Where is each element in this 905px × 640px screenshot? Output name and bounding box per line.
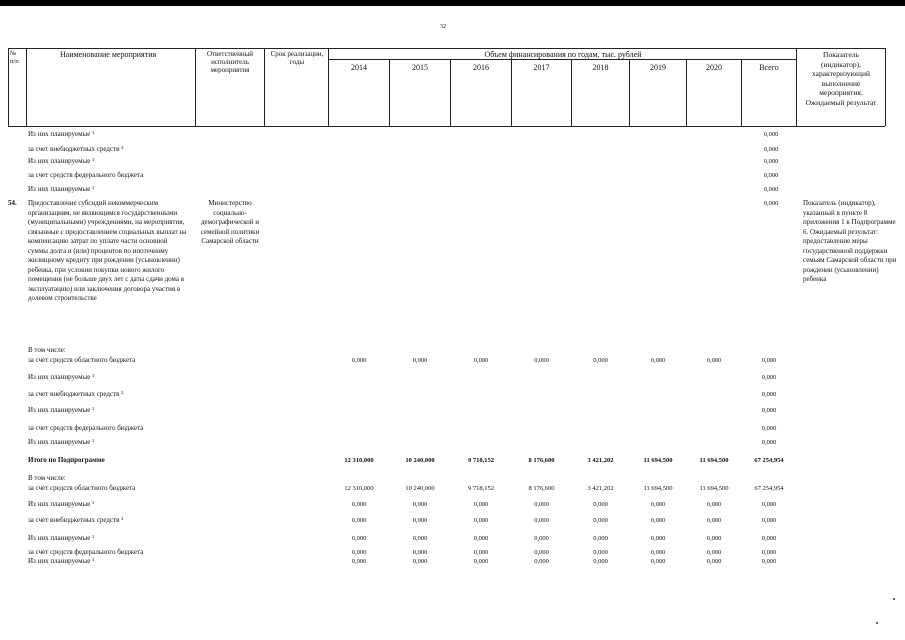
row-total: 0,000 <box>763 158 779 165</box>
row-label: за счет внебюджетных средств ² <box>28 516 124 524</box>
cell-value: 0,000 <box>534 517 549 524</box>
cell-value: 0,000 <box>593 558 608 565</box>
cell-value: 0,000 <box>761 535 777 542</box>
cell-value: 0,000 <box>761 439 777 446</box>
cell-value: 67 254,954 <box>754 485 784 492</box>
cell-value: 0,000 <box>706 501 722 508</box>
total-value: 12 310,000 <box>344 457 374 464</box>
col-border <box>8 48 9 126</box>
row-label: Из них планируемые ¹ <box>28 185 95 193</box>
cell-value: 0,000 <box>351 558 367 565</box>
total-value: 9 718,152 <box>468 457 494 464</box>
year-header: 2017 <box>533 63 550 72</box>
col-border <box>195 48 196 126</box>
year-header: 2020 <box>706 63 722 72</box>
row-label: за счет внебюджетных средств ² <box>28 390 124 398</box>
col-border <box>328 48 329 126</box>
cell-value: 11 694,500 <box>643 485 673 492</box>
year-header: Всего <box>759 63 779 72</box>
cell-value: 0,000 <box>473 517 489 524</box>
cell-value: 0,000 <box>534 535 549 542</box>
cell-value: 0,000 <box>412 357 428 364</box>
cell-value: 0,000 <box>412 535 428 542</box>
page-number: 32 <box>440 24 446 30</box>
col-border <box>885 48 886 126</box>
cell-value: 10 240,000 <box>405 485 435 492</box>
cell-value: 0,000 <box>650 501 666 508</box>
cell-value: 0,000 <box>761 517 777 524</box>
cell-value: 0,000 <box>534 357 549 364</box>
col-border <box>26 48 27 126</box>
row-label: Из них планируемые ¹ <box>28 406 95 414</box>
total-value: 10 240,000 <box>405 457 435 464</box>
row-label: Из них планируемые ¹ <box>28 534 95 542</box>
item-number: 54. <box>8 199 17 207</box>
item-indicator: Показатель (индикатор), указанный в пункте 8 приложения 1 к Подпрограмме 6. Ожидаемый результат: предоставление меры государственной поддержки семьям Самарской области при рождении (усыновлении) ребенка <box>803 199 897 283</box>
cell-value: 0,000 <box>593 549 608 556</box>
row-total: 0,000 <box>763 172 779 179</box>
col-border <box>796 48 797 126</box>
cell-value: 0,000 <box>473 549 489 556</box>
cell-value: 0,000 <box>761 549 777 556</box>
funding-subheader-line <box>328 59 796 60</box>
year-header: 2016 <box>473 63 489 72</box>
cell-value: 0,000 <box>761 407 777 414</box>
cell-value: 0,000 <box>593 535 608 542</box>
cell-value: 0,000 <box>650 558 666 565</box>
cell-value: 0,000 <box>473 558 489 565</box>
scan-top-border <box>0 0 905 6</box>
row-total: 0,000 <box>763 186 779 193</box>
cell-value: 0,000 <box>761 374 777 381</box>
header-col-responsible: Ответственный исполнитель мероприятия <box>206 50 254 74</box>
total-value: 3 421,202 <box>587 457 614 464</box>
cell-value: 0,000 <box>473 535 489 542</box>
header-col-name: Наименование мероприятия <box>60 50 157 59</box>
cell-value: 11 694,500 <box>699 485 729 492</box>
year-header: 2018 <box>592 63 609 72</box>
total-value: 8 176,600 <box>528 457 555 464</box>
total-value: 11 694,500 <box>699 457 729 464</box>
header-col-indicator: Показатель (индикатор), характеризующий выполнение мероприятия. Ожидаемый результат <box>805 50 877 107</box>
col-border <box>264 48 265 126</box>
item-name: Предоставление субсидий некоммерческим организациям, не являющимся государственными (муниципальными) учреждениями, на мероприятия, связанные с предоставлением социальных выплат на компенсацию затрат по уплате части основной суммы долга и (или) процентов по ипотечному жилищному кредиту при рождении (усыновлении) ребенка, при условии покупки нового жилого помещения (не больше двух лет с даты сдачи дома в эксплуатацию) или заключения договора участия в долевом строительстве <box>28 199 187 302</box>
cell-value: 0,000 <box>412 517 428 524</box>
cell-value: 0,000 <box>412 558 428 565</box>
cell-value: 0,000 <box>473 501 489 508</box>
cell-value: 0,000 <box>650 357 666 364</box>
cell-value: 0,000 <box>593 357 608 364</box>
year-header: 2014 <box>351 63 367 72</box>
cell-value: 0,000 <box>473 357 489 364</box>
cell-value: 3 421,202 <box>587 485 614 492</box>
cell-value: 0,000 <box>534 549 549 556</box>
row-label: за счет средств федерального бюджета <box>28 548 144 556</box>
incl-label: В том числе: <box>28 474 66 482</box>
row-label: за счет средств областного бюджета <box>28 356 136 364</box>
header-col-funding: Объем финансирования по годам, тыс. рублей <box>484 50 642 59</box>
cell-value: 0,000 <box>534 558 549 565</box>
totals-label: Итого по Подпрограмме <box>28 456 105 464</box>
cell-value: 0,000 <box>761 501 777 508</box>
cell-value: 0,000 <box>412 549 428 556</box>
row-label: Из них планируемые ¹ <box>28 500 95 508</box>
header-bottom-line <box>8 126 885 127</box>
incl-label: В том числе: <box>28 346 66 354</box>
year-header: 2015 <box>412 63 428 72</box>
row-label: Из них планируемые ¹ <box>28 157 95 165</box>
row-label: за счет средств областного бюджета <box>28 484 136 492</box>
year-header: 2019 <box>650 63 666 72</box>
item-total: 0,000 <box>763 200 779 207</box>
row-label: за счет средств федерального бюджета <box>28 171 144 179</box>
cell-value: 0,000 <box>706 535 722 542</box>
cell-value: 0,000 <box>593 517 608 524</box>
cell-value: 8 176,600 <box>528 485 555 492</box>
cell-value: 0,000 <box>761 357 777 364</box>
scan-speck <box>893 598 895 600</box>
cell-value: 9 718,152 <box>468 485 494 492</box>
cell-value: 0,000 <box>650 535 666 542</box>
cell-value: 0,000 <box>761 425 777 432</box>
cell-value: 12 310,000 <box>344 485 374 492</box>
cell-value: 0,000 <box>761 558 777 565</box>
scan-speck <box>876 622 878 624</box>
header-col-term: Срок реализации, годы <box>270 50 324 66</box>
cell-value: 0,000 <box>650 549 666 556</box>
cell-value: 0,000 <box>351 535 367 542</box>
row-label: Из них планируемые ¹ <box>28 130 95 138</box>
total-value: 67 254,954 <box>754 457 784 464</box>
total-value: 11 694,500 <box>643 457 673 464</box>
row-label: Из них планируемые ¹ <box>28 557 95 565</box>
cell-value: 0,000 <box>351 549 367 556</box>
row-label: за счет внебюджетных средств ² <box>28 145 124 153</box>
cell-value: 0,000 <box>650 517 666 524</box>
row-label: Из них планируемые ¹ <box>28 373 95 381</box>
header-top-line <box>8 48 885 49</box>
cell-value: 0,000 <box>534 501 549 508</box>
cell-value: 0,000 <box>351 501 367 508</box>
row-label: за счет средств федерального бюджета <box>28 424 144 432</box>
cell-value: 0,000 <box>706 558 722 565</box>
row-label: Из них планируемые ¹ <box>28 438 95 446</box>
cell-value: 0,000 <box>706 357 722 364</box>
item-responsible: Министерство социально-демографической и семейной политики Самарской области <box>200 199 260 245</box>
cell-value: 0,000 <box>351 517 367 524</box>
cell-value: 0,000 <box>593 501 608 508</box>
header-col-no: № п/п <box>10 50 19 65</box>
cell-value: 0,000 <box>412 501 428 508</box>
cell-value: 0,000 <box>706 549 722 556</box>
cell-value: 0,000 <box>706 517 722 524</box>
row-total: 0,000 <box>763 131 779 138</box>
cell-value: 0,000 <box>761 391 777 398</box>
row-total: 0,000 <box>763 146 779 153</box>
cell-value: 0,000 <box>351 357 367 364</box>
